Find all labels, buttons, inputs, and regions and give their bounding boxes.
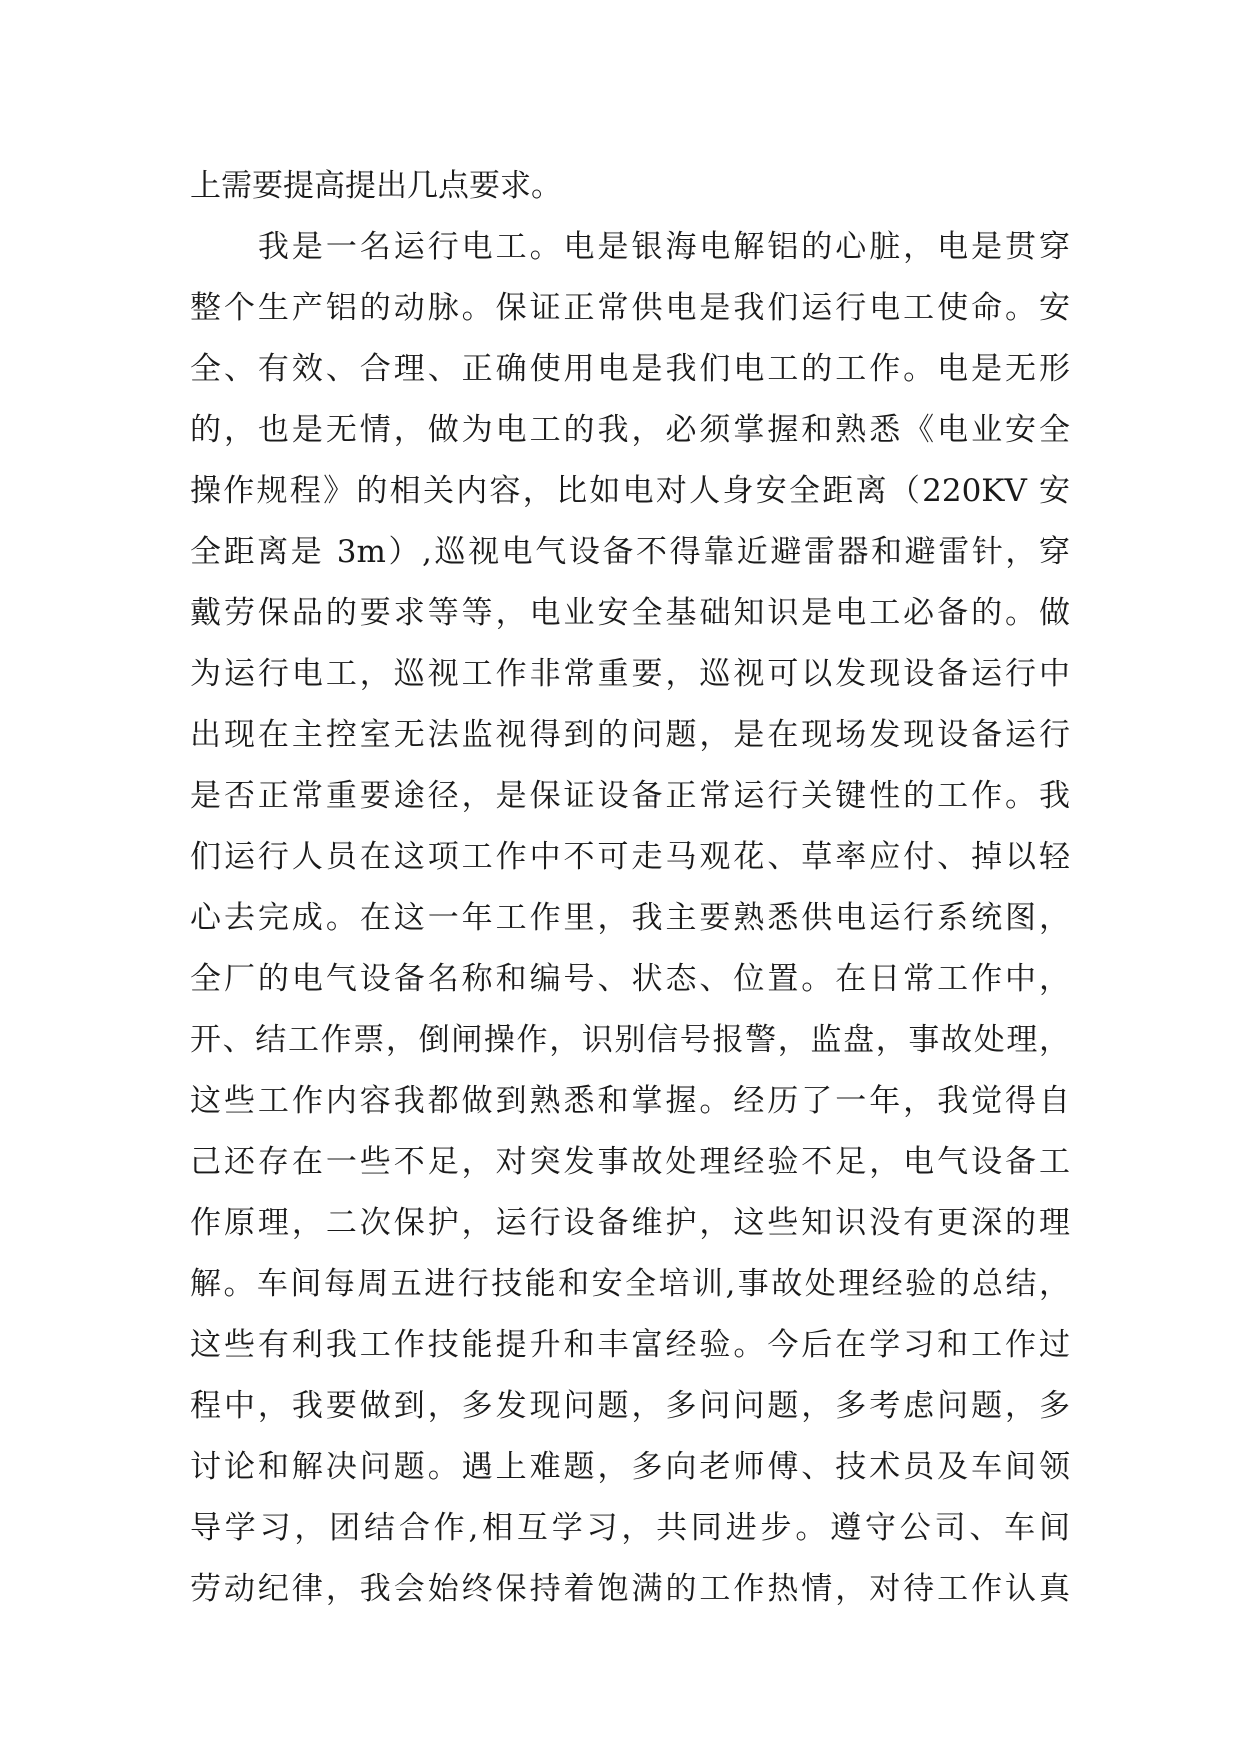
text-line: 我是一名运行电工。电是银海电解铝的心脏，电是贯穿	[190, 229, 1070, 265]
text-line: 是否正常重要途径，是保证设备正常运行关键性的工作。我	[190, 778, 1070, 814]
text-line: 出现在主控室无法监视得到的问题，是在现场发现设备运行	[190, 717, 1070, 753]
text-line: 导学习，团结合作,相互学习，共同进步。遵守公司、车间	[190, 1510, 1070, 1546]
text-line: 们运行人员在这项工作中不可走马观花、草率应付、掉以轻	[190, 839, 1070, 875]
text-line: 为运行电工，巡视工作非常重要，巡视可以发现设备运行中	[190, 656, 1070, 692]
text-line: 全距离是 3m）,巡视电气设备不得靠近避雷器和避雷针，穿	[190, 534, 1070, 570]
text-line: 的，也是无情，做为电工的我，必须掌握和熟悉《电业安全	[190, 412, 1070, 448]
text-line: 全厂的电气设备名称和编号、状态、位置。在日常工作中，	[190, 961, 1070, 997]
text-line: 己还存在一些不足，对突发事故处理经验不足，电气设备工	[190, 1144, 1070, 1180]
text-line: 整个生产铝的动脉。保证正常供电是我们运行电工使命。安	[190, 290, 1070, 326]
text-line: 劳动纪律，我会始终保持着饱满的工作热情，对待工作认真	[190, 1571, 1070, 1607]
text-line: 这些有利我工作技能提升和丰富经验。今后在学习和工作过	[190, 1327, 1070, 1363]
text-line: 开、结工作票，倒闸操作，识别信号报警，监盘，事故处理，	[190, 1022, 1070, 1058]
text-line: 心去完成。在这一年工作里，我主要熟悉供电运行系统图，	[190, 900, 1070, 936]
text-line: 戴劳保品的要求等等，电业安全基础知识是电工必备的。做	[190, 595, 1070, 631]
text-line: 讨论和解决问题。遇上难题，多向老师傅、技术员及车间领	[190, 1449, 1070, 1485]
text-line: 全、有效、合理、正确使用电是我们电工的工作。电是无形	[190, 351, 1070, 387]
body-text	[190, 156, 1070, 1620]
text-line: 程中，我要做到，多发现问题，多问问题，多考虑问题，多	[190, 1388, 1070, 1424]
text-line: 这些工作内容我都做到熟悉和掌握。经历了一年，我觉得自	[190, 1083, 1070, 1119]
text-line: 上需要提高提出几点要求。	[190, 168, 562, 204]
text-line: 操作规程》的相关内容，比如电对人身安全距离（220KV 安	[190, 473, 1070, 509]
text-line: 解。车间每周五进行技能和安全培训,事故处理经验的总结，	[190, 1266, 1070, 1302]
text-line: 作原理，二次保护，运行设备维护，这些知识没有更深的理	[190, 1205, 1070, 1241]
